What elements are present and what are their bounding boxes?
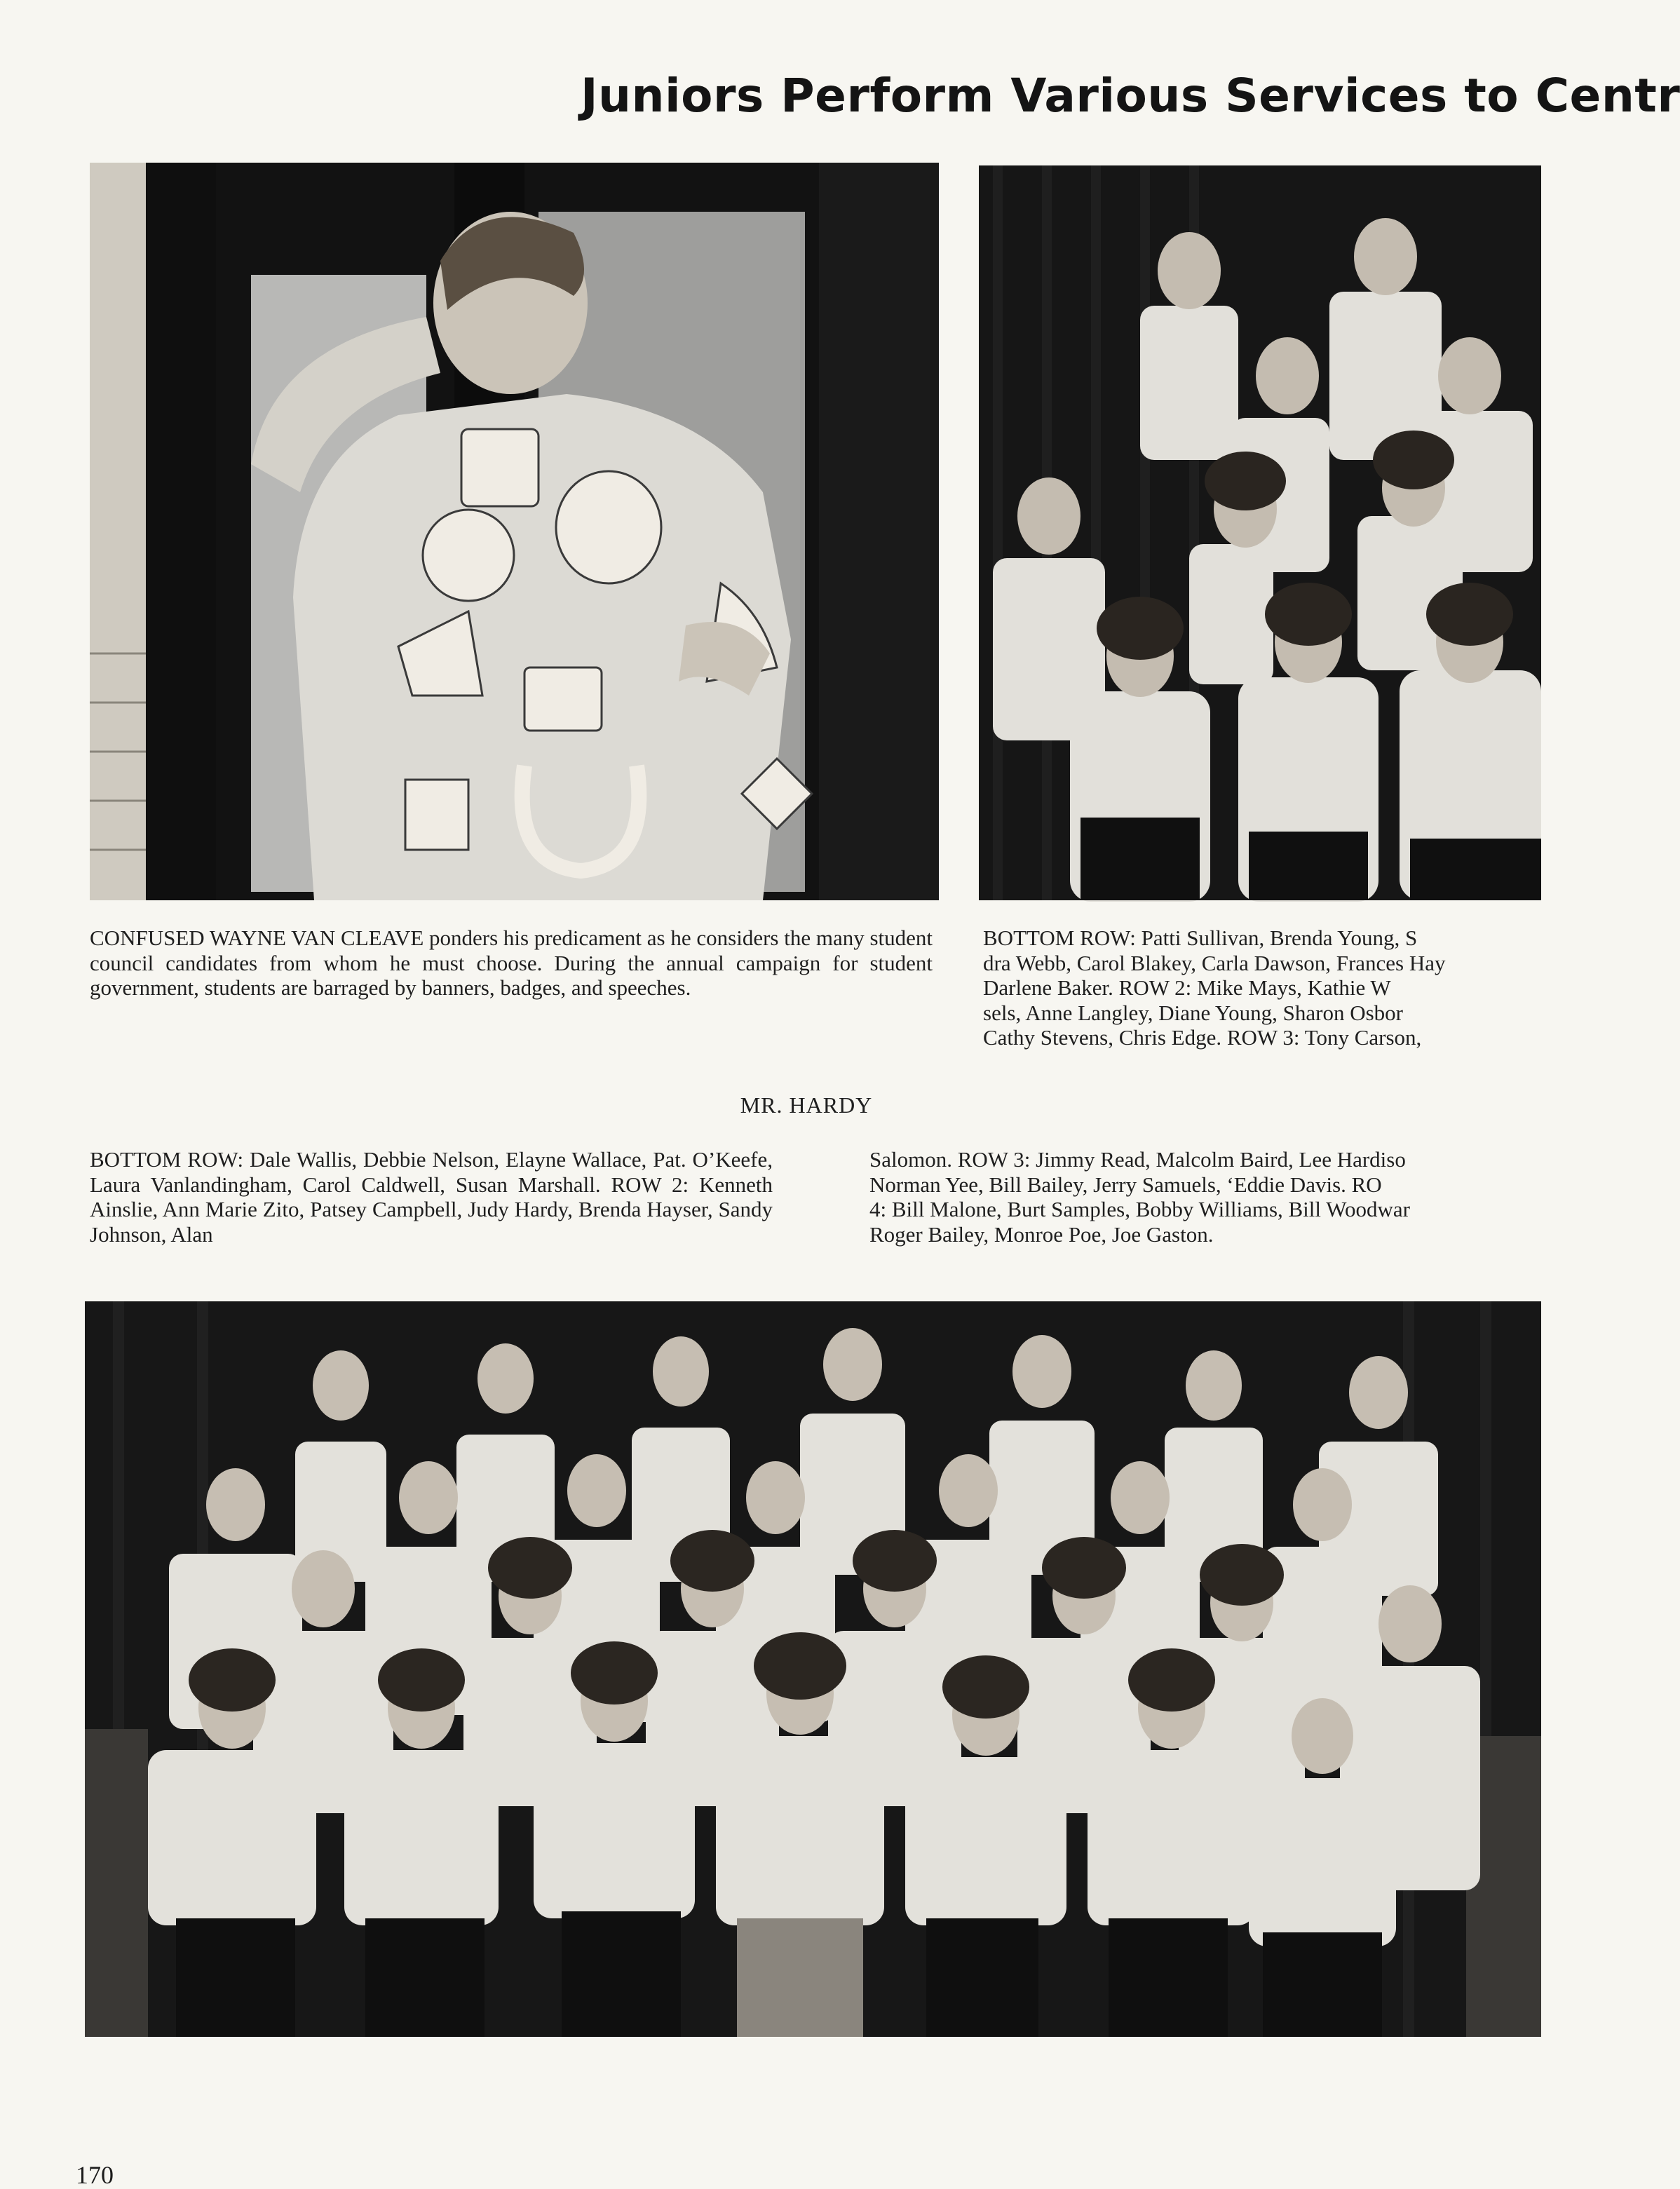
homeroom-teacher-label: MR. HARDY <box>740 1092 873 1118</box>
photo-campaign-badges <box>90 163 939 900</box>
photo-group-caption-line: BOTTOM ROW: Patti Sullivan, Brenda Young, S <box>983 926 1418 950</box>
homeroom-caption-line: Salomon. ROW 3: Jimmy Read, Malcolm Baird, Lee Hardiso <box>869 1147 1406 1172</box>
homeroom-caption-line: Norman Yee, Bill Bailey, Jerry Samuels, ‘Eddie Davis. RO <box>869 1172 1382 1197</box>
homeroom-caption-line: Roger Bailey, Monroe Poe, Joe Gaston. <box>869 1221 1214 1247</box>
photo-campaign-badges-image <box>90 163 939 900</box>
page-title: Juniors Perform Various Services to Centr <box>581 69 1680 123</box>
homeroom-caption-line: 4: Bill Malone, Burt Samples, Bobby Williams, Bill Woodwar <box>869 1197 1410 1221</box>
page-number: 170 <box>76 2161 114 2189</box>
photo-student-group <box>979 165 1541 900</box>
photo-group-caption-line: dra Webb, Carol Blakey, Carla Dawson, Frances Hay <box>983 950 1446 975</box>
photo-student-group-image <box>979 165 1541 900</box>
photo-campaign-caption: CONFUSED WAYNE VAN CLEAVE ponders his predicament as he considers the many student council candidates from whom he must choose. During the annual campaign for student government, students are barraged by banners, badges, and speeches. <box>90 926 933 1000</box>
photo-group-caption-line: Darlene Baker. ROW 2: Mike Mays, Kathie W <box>983 975 1391 1000</box>
homeroom-caption-left: BOTTOM ROW: Dale Wallis, Debbie Nelson, Elayne Wallace, Pat. O’Keefe, Laura Vanlandingham, Carol Caldwell, Susan Marshall. ROW 2: Kenneth Ainslie, Ann Marie Zito, Patsey Campbell, Judy Hardy, Brenda Hayser, Sandy Johnson, Alan <box>90 1147 773 1247</box>
photo-homeroom-class-image <box>85 1301 1541 2037</box>
photo-group-caption <box>983 926 1541 1050</box>
photo-group-caption-line: sels, Anne Langley, Diane Young, Sharon Osbor <box>983 1000 1403 1025</box>
photo-group-caption-line: Cathy Stevens, Chris Edge. ROW 3: Tony Carson, <box>983 1025 1422 1050</box>
photo-homeroom-class <box>85 1301 1541 2037</box>
homeroom-caption-right <box>869 1147 1541 1247</box>
